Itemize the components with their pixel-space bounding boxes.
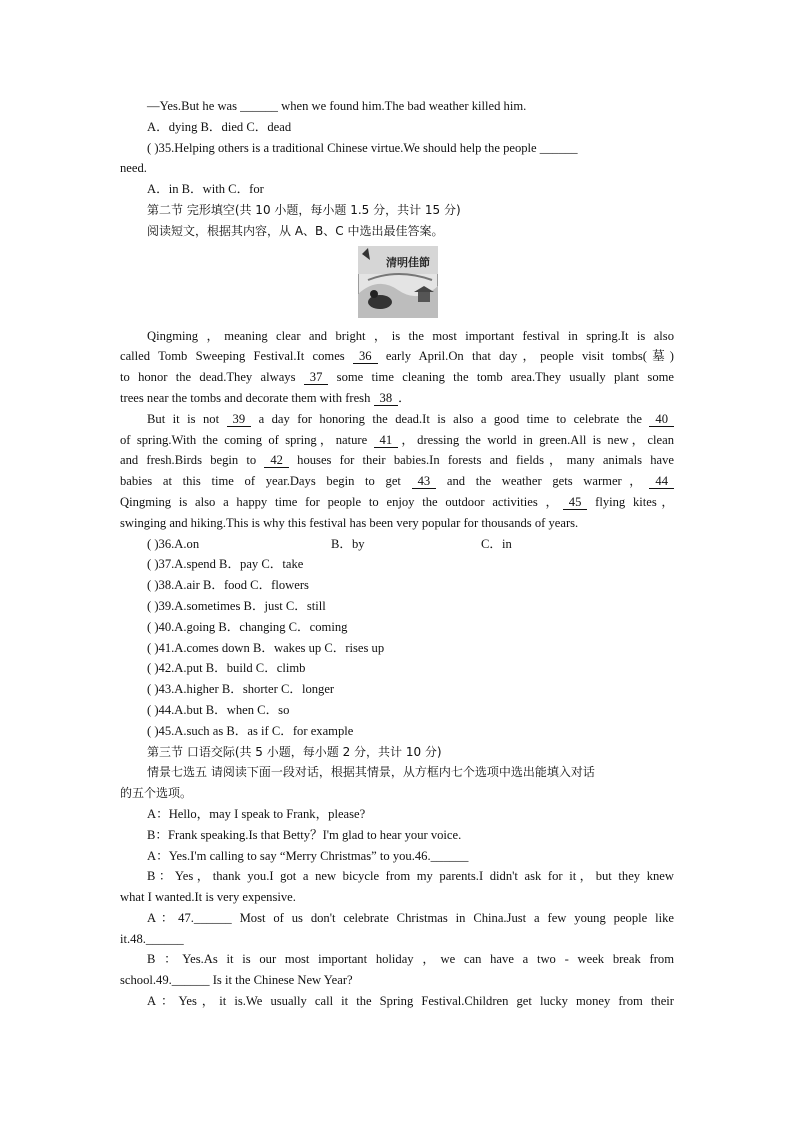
options-line: A．dying B．died C．dead — [147, 119, 292, 134]
question-41: ( )41.A.comes down B．wakes up C．rises up — [147, 640, 385, 655]
passage-text: called Tomb Sweeping Festival.It comes — [120, 349, 353, 364]
question-37: ( )37.A.spend B．pay C．take — [147, 557, 304, 572]
blank-41: 41 — [374, 433, 399, 448]
dialogue-line: B：Yes，thank you.I got a new bicycle from my parents.I didn't ask for it，but they knew — [147, 869, 674, 884]
section-heading: 第二节 完形填空(共 10 小题，每小题 1.5 分，共计 15 分) — [147, 202, 461, 217]
passage-text: houses for their babies.In forests and fields，many animals have — [288, 453, 674, 468]
dialogue-line: what I wanted.It is very expensive. — [120, 890, 296, 905]
question-40: ( )40.A.going B．changing C．coming — [147, 619, 348, 634]
question-36-c: C．in — [481, 536, 512, 551]
blank-44: 44 — [649, 474, 674, 489]
passage-line — [120, 409, 674, 430]
passage-line: swinging and hiking.This is why this festival has been very popular for thousands of years. — [120, 515, 579, 530]
passage-text: early April.On that day，people visit tombs(墓) — [377, 349, 674, 364]
blank-42: 42 — [264, 453, 289, 468]
passage-text: to honor the dead.They always — [120, 370, 304, 385]
question-42: ( )42.A.put B．build C．climb — [147, 661, 306, 676]
section-heading: 第三节 口语交际(共 5 小题，每小题 2 分，共计 10 分) — [147, 744, 442, 759]
blank-37: 37 — [304, 370, 329, 385]
passage-line — [120, 388, 674, 409]
passage-text: trees near the tombs and decorate them with fresh — [120, 390, 374, 405]
passage-line — [120, 367, 674, 388]
dialogue-line: school.49.______ Is it the Chinese New Year? — [120, 973, 353, 988]
passage-text: ，dressing the world in green.All is new，clean — [398, 432, 674, 447]
passage-line — [120, 492, 674, 513]
question-39: ( )39.A.sometimes B．just C．still — [147, 598, 326, 613]
passage-line: Qingming ，meaning clear and bright ，is the most important festival in spring.It is also — [147, 328, 674, 343]
passage-line — [120, 450, 674, 471]
question-35-cont: need. — [120, 161, 147, 176]
illustration-wrap — [120, 244, 674, 324]
dialogue-line: it.48.______ — [120, 931, 184, 946]
passage-text: babies at this time of year.Days begin to get — [120, 474, 412, 489]
blank-40: 40 — [649, 412, 674, 427]
passage-text: a day for honoring the dead.It is also a good time to celebrate the — [251, 411, 650, 426]
illustration-caption: 清明佳節 — [386, 255, 430, 269]
dialogue-line: A：Yes，it is.We usually call it the Spring Festival.Children get lucky money from their — [147, 994, 674, 1009]
dialogue-line: A：Yes.I'm calling to say “Merry Christmas” to you.46.______ — [147, 848, 469, 863]
passage-text: of spring.With the coming of spring，nature — [120, 432, 374, 447]
question-36-b: B．by — [331, 536, 365, 551]
question-36-a: ( )36.A.on — [147, 536, 200, 551]
dialogue-line: B：Frank speaking.Is that Betty？I'm glad to hear your voice. — [147, 827, 462, 842]
question-43: ( )43.A.higher B．shorter C．longer — [147, 682, 335, 697]
question-44: ( )44.A.but B．when C．so — [147, 702, 290, 717]
passage-text: Qingming is also a happy time for people to enjoy the outdoor activities ， — [120, 494, 563, 509]
passage-text: and fresh.Birds begin to — [120, 453, 265, 468]
passage-line — [120, 346, 674, 367]
dialogue-line: A：47.______ Most of us don't celebrate Christmas in China.Just a few young people like — [147, 910, 674, 925]
blank-45: 45 — [563, 495, 588, 510]
question-45: ( )45.A.such as B．as if C．for example — [147, 723, 354, 738]
passage-line — [120, 471, 674, 492]
passage-text: and the weather gets warmer， — [436, 474, 650, 489]
passage-line — [120, 430, 674, 451]
dialogue-line: A：Hello，may I speak to Frank，please? — [147, 806, 366, 821]
page-column — [120, 96, 674, 1012]
qingming-illustration — [358, 246, 438, 318]
passage-text: But it is not — [147, 411, 227, 426]
passage-text: flying kites， — [587, 494, 674, 509]
blank-36: 36 — [353, 349, 378, 364]
dialogue-line: B ：Yes.As it is our most important holiday ，we can have a two - week break from — [147, 952, 674, 967]
blank-38: 38 — [374, 391, 399, 406]
section-instruction: 情景七选五 请阅读下面一段对话，根据其情景，从方框内七个选项中选出能填入对话 — [147, 765, 595, 780]
question-35: ( )35.Helping others is a traditional Chinese virtue.We should help the people ______ — [147, 140, 578, 155]
dialogue-line: —Yes.But he was ______ when we found him.The bad weather killed him. — [147, 99, 527, 113]
options-line: A．in B．with C．for — [147, 182, 264, 197]
question-38: ( )38.A.air B．food C．flowers — [147, 578, 309, 593]
passage-text: ． — [398, 390, 411, 405]
blank-43: 43 — [412, 474, 437, 489]
blank-39: 39 — [227, 412, 252, 427]
question-36 — [120, 534, 674, 555]
section-instruction: 阅读短文，根据其内容，从 A、B、C 中选出最佳答案。 — [147, 223, 444, 238]
section-instruction-cont: 的五个选项。 — [120, 786, 193, 801]
passage-text: some time cleaning the tomb area.They usually plant some — [328, 370, 674, 385]
